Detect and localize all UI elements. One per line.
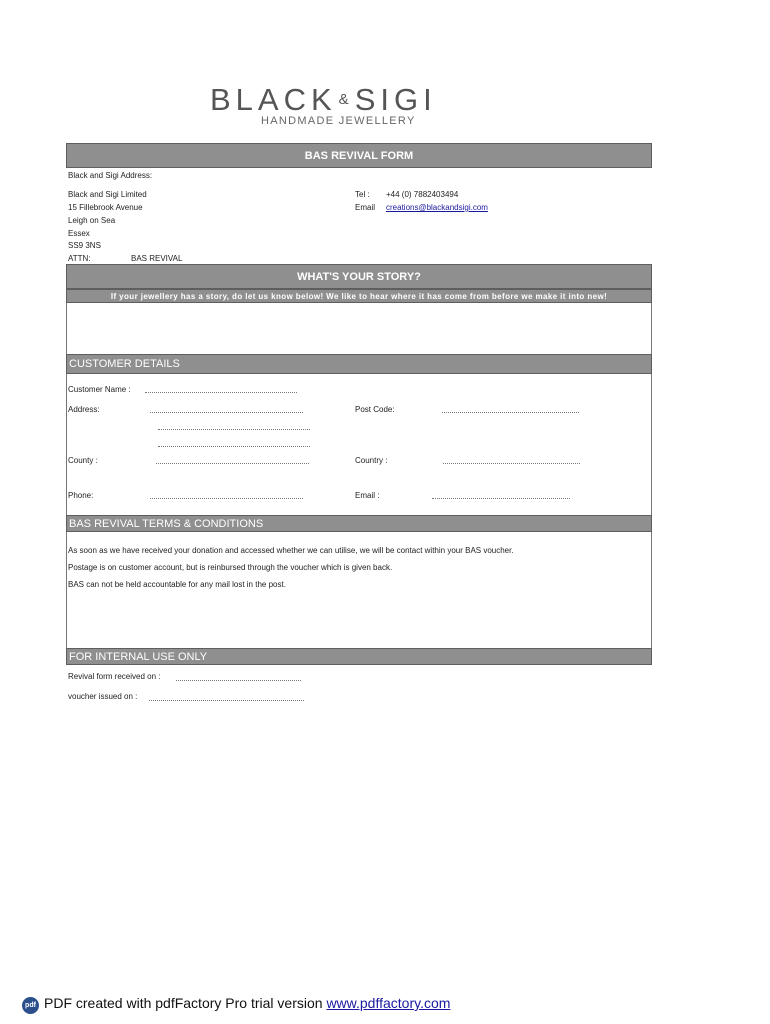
customer-section-title: CUSTOMER DETAILS — [66, 354, 652, 374]
logo-right: SIGI — [354, 82, 437, 117]
address-line: Leigh on Sea — [68, 216, 116, 225]
received-label: Revival form received on : — [68, 672, 161, 681]
postcode-field[interactable] — [442, 412, 579, 413]
footer-link[interactable]: www.pdffactory.com — [326, 995, 451, 1011]
story-textarea[interactable] — [66, 303, 652, 354]
brand-logo — [210, 82, 437, 118]
country-field[interactable] — [443, 463, 580, 464]
tel-value: +44 (0) 7882403494 — [386, 190, 459, 199]
postcode-label: Post Code: — [355, 405, 395, 414]
email-label: Email — [355, 203, 376, 212]
terms-line: As soon as we have received your donation and accessed whether we can utilise, we will be contact within your BAS voucher. — [68, 546, 514, 555]
county-label: County : — [68, 456, 98, 465]
address-field-3[interactable] — [158, 446, 310, 447]
address-field-2[interactable] — [158, 429, 310, 430]
internal-title: FOR INTERNAL USE ONLY — [66, 648, 652, 665]
pdf-footer — [22, 995, 450, 1014]
form-title: BAS REVIVAL FORM — [66, 143, 652, 168]
terms-line: BAS can not be held accountable for any mail lost in the post. — [68, 580, 286, 589]
address-line: Essex — [68, 229, 90, 238]
address-line: 15 Fillebrook Avenue — [68, 203, 143, 212]
phone-label: Phone: — [68, 491, 94, 500]
address-line: SS9 3NS — [68, 241, 101, 250]
received-field[interactable] — [176, 680, 301, 681]
logo-tagline: HANDMADE JEWELLERY — [261, 115, 416, 127]
county-field[interactable] — [156, 463, 309, 464]
footer-text: PDF created with pdfFactory Pro trial version — [44, 995, 327, 1011]
country-label: Country : — [355, 456, 388, 465]
story-subtitle: If your jewellery has a story, do let us know below! We like to hear where it has come from before we make it into new! — [66, 289, 652, 303]
logo-ampersand: & — [338, 91, 349, 108]
tel-label: Tel : — [355, 190, 370, 199]
attn-label: ATTN: — [68, 254, 91, 263]
logo-left: BLACK — [210, 82, 337, 117]
story-title: WHAT'S YOUR STORY? — [66, 264, 652, 289]
address-field-label: Address: — [68, 405, 100, 414]
customer-email-label: Email : — [355, 491, 380, 500]
terms-title: BAS REVIVAL TERMS & CONDITIONS — [66, 515, 652, 532]
address-line: Black and Sigi Limited — [68, 190, 147, 199]
customer-email-field[interactable] — [432, 498, 570, 499]
attn-value: BAS REVIVAL — [131, 254, 183, 263]
terms-line: Postage is on customer account, but is reinbursed through the voucher which is given back. — [68, 563, 393, 572]
voucher-label: voucher issued on : — [68, 692, 138, 701]
pdf-icon: pdf — [22, 997, 39, 1014]
email-link[interactable]: creations@blackandsigi.com — [386, 203, 488, 212]
address-field-1[interactable] — [150, 412, 303, 413]
voucher-field[interactable] — [149, 700, 304, 701]
address-heading: Black and Sigi Address: — [68, 171, 153, 180]
customer-name-field[interactable] — [145, 392, 297, 393]
phone-field[interactable] — [150, 498, 303, 499]
customer-name-label: Customer Name : — [68, 385, 131, 394]
